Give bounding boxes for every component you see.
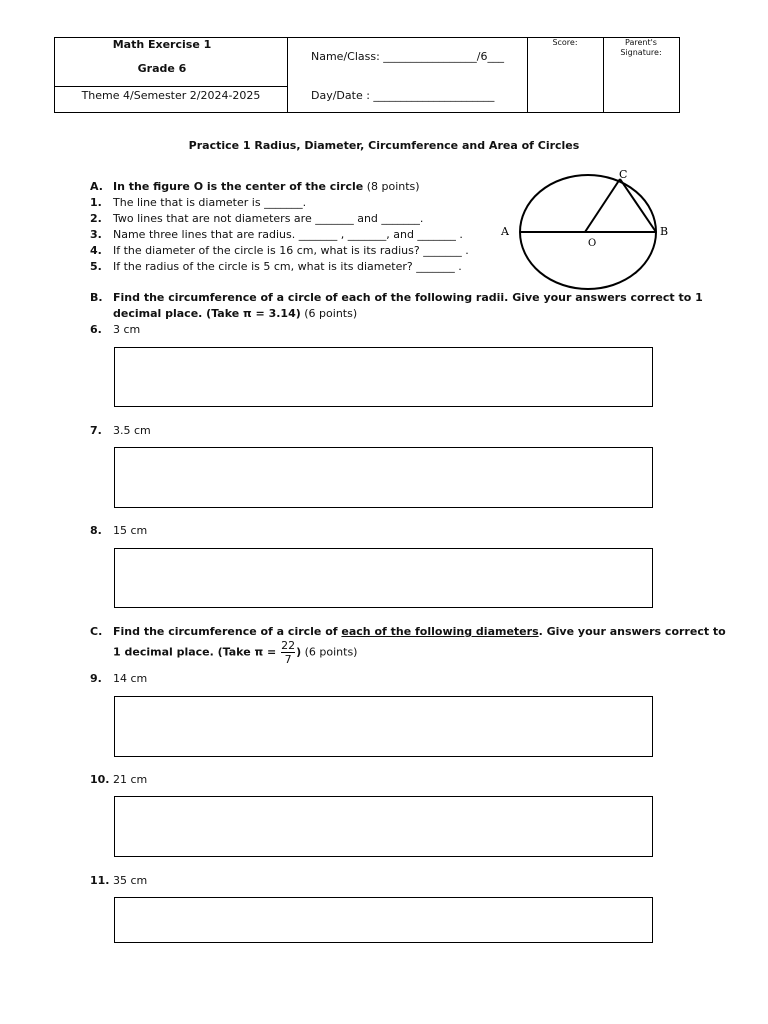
circle-figure xyxy=(495,163,675,291)
section-c-letter: C. xyxy=(90,625,103,638)
section-c-heading-line1: Find the circumference of a circle of each of the following diameters. Give your answers correct to xyxy=(113,625,726,638)
question-text: The line that is diameter is _______. xyxy=(113,196,307,209)
score-label: Score: xyxy=(552,38,578,47)
point-a-label: A xyxy=(501,225,509,238)
question-number: 9. xyxy=(90,672,102,685)
section-b-heading-line2: decimal place. (Take π = 3.14) (6 points) xyxy=(113,307,358,320)
question-number: 7. xyxy=(90,424,102,437)
question-text: If the radius of the circle is 5 cm, what is its diameter? _______ . xyxy=(113,260,462,273)
header-divider xyxy=(527,38,528,112)
theme-label: Theme 4/Semester 2/2024-2025 xyxy=(81,89,261,102)
answer-box-7[interactable] xyxy=(114,447,653,508)
point-b-label: B xyxy=(660,225,669,238)
grade-label: Grade 6 xyxy=(137,62,187,75)
section-b-heading-line1: Find the circumference of a circle of each of the following radii. Give your answers correct to 1 xyxy=(113,291,703,304)
answer-box-8[interactable] xyxy=(114,548,653,608)
question-text: Two lines that are not diameters are _______ and _______. xyxy=(113,212,424,225)
question-number: 4. xyxy=(90,244,102,257)
section-a-heading: In the figure O is the center of the circle (8 points) xyxy=(113,180,420,193)
answer-box-11[interactable] xyxy=(114,897,653,943)
day-date-field[interactable]: Day/Date : ______________________ xyxy=(311,89,495,102)
name-class-field[interactable]: Name/Class: _________________/6___ xyxy=(311,50,505,63)
point-o-label: O xyxy=(588,238,597,249)
answer-box-9[interactable] xyxy=(114,696,653,757)
section-c-heading-line2: 1 decimal place. (Take π = $\frac{22}{7}$ ) (6 points) xyxy=(113,639,358,666)
point-c-label: C xyxy=(619,168,628,181)
header-divider xyxy=(287,38,288,112)
question-text: Name three lines that are radius. _______ , _______, and _______ . xyxy=(113,228,463,241)
question-text: 3.5 cm xyxy=(113,424,151,437)
question-number: 3. xyxy=(90,228,102,241)
question-text: 14 cm xyxy=(113,672,148,685)
question-number: 8. xyxy=(90,524,102,537)
question-text: If the diameter of the circle is 16 cm, what is its radius? _______ . xyxy=(113,244,469,257)
answer-box-6[interactable] xyxy=(114,347,653,407)
parent-signature-label: Parent's Signature: xyxy=(620,38,662,57)
header-table xyxy=(54,37,680,113)
question-number: 10. xyxy=(90,773,110,786)
radius-oc xyxy=(585,179,620,232)
answer-box-10[interactable] xyxy=(114,796,653,857)
question-number: 2. xyxy=(90,212,102,225)
question-text: 35 cm xyxy=(113,874,148,887)
section-a-letter: A. xyxy=(90,180,103,193)
question-text: 21 cm xyxy=(113,773,148,786)
section-b-letter: B. xyxy=(90,291,103,304)
worksheet-title: Math Exercise 1 xyxy=(112,38,212,51)
header-divider xyxy=(55,86,287,87)
question-text: 3 cm xyxy=(113,323,141,336)
practice-title: Practice 1 Radius, Diameter, Circumference and Area of Circles xyxy=(188,139,580,152)
question-text: 15 cm xyxy=(113,524,148,537)
pi-fraction: $\frac{22}{7}$ xyxy=(281,639,296,666)
question-number: 6. xyxy=(90,323,102,336)
question-number: 11. xyxy=(90,874,110,887)
question-number: 1. xyxy=(90,196,102,209)
chord-cb xyxy=(620,179,656,232)
question-number: 5. xyxy=(90,260,102,273)
